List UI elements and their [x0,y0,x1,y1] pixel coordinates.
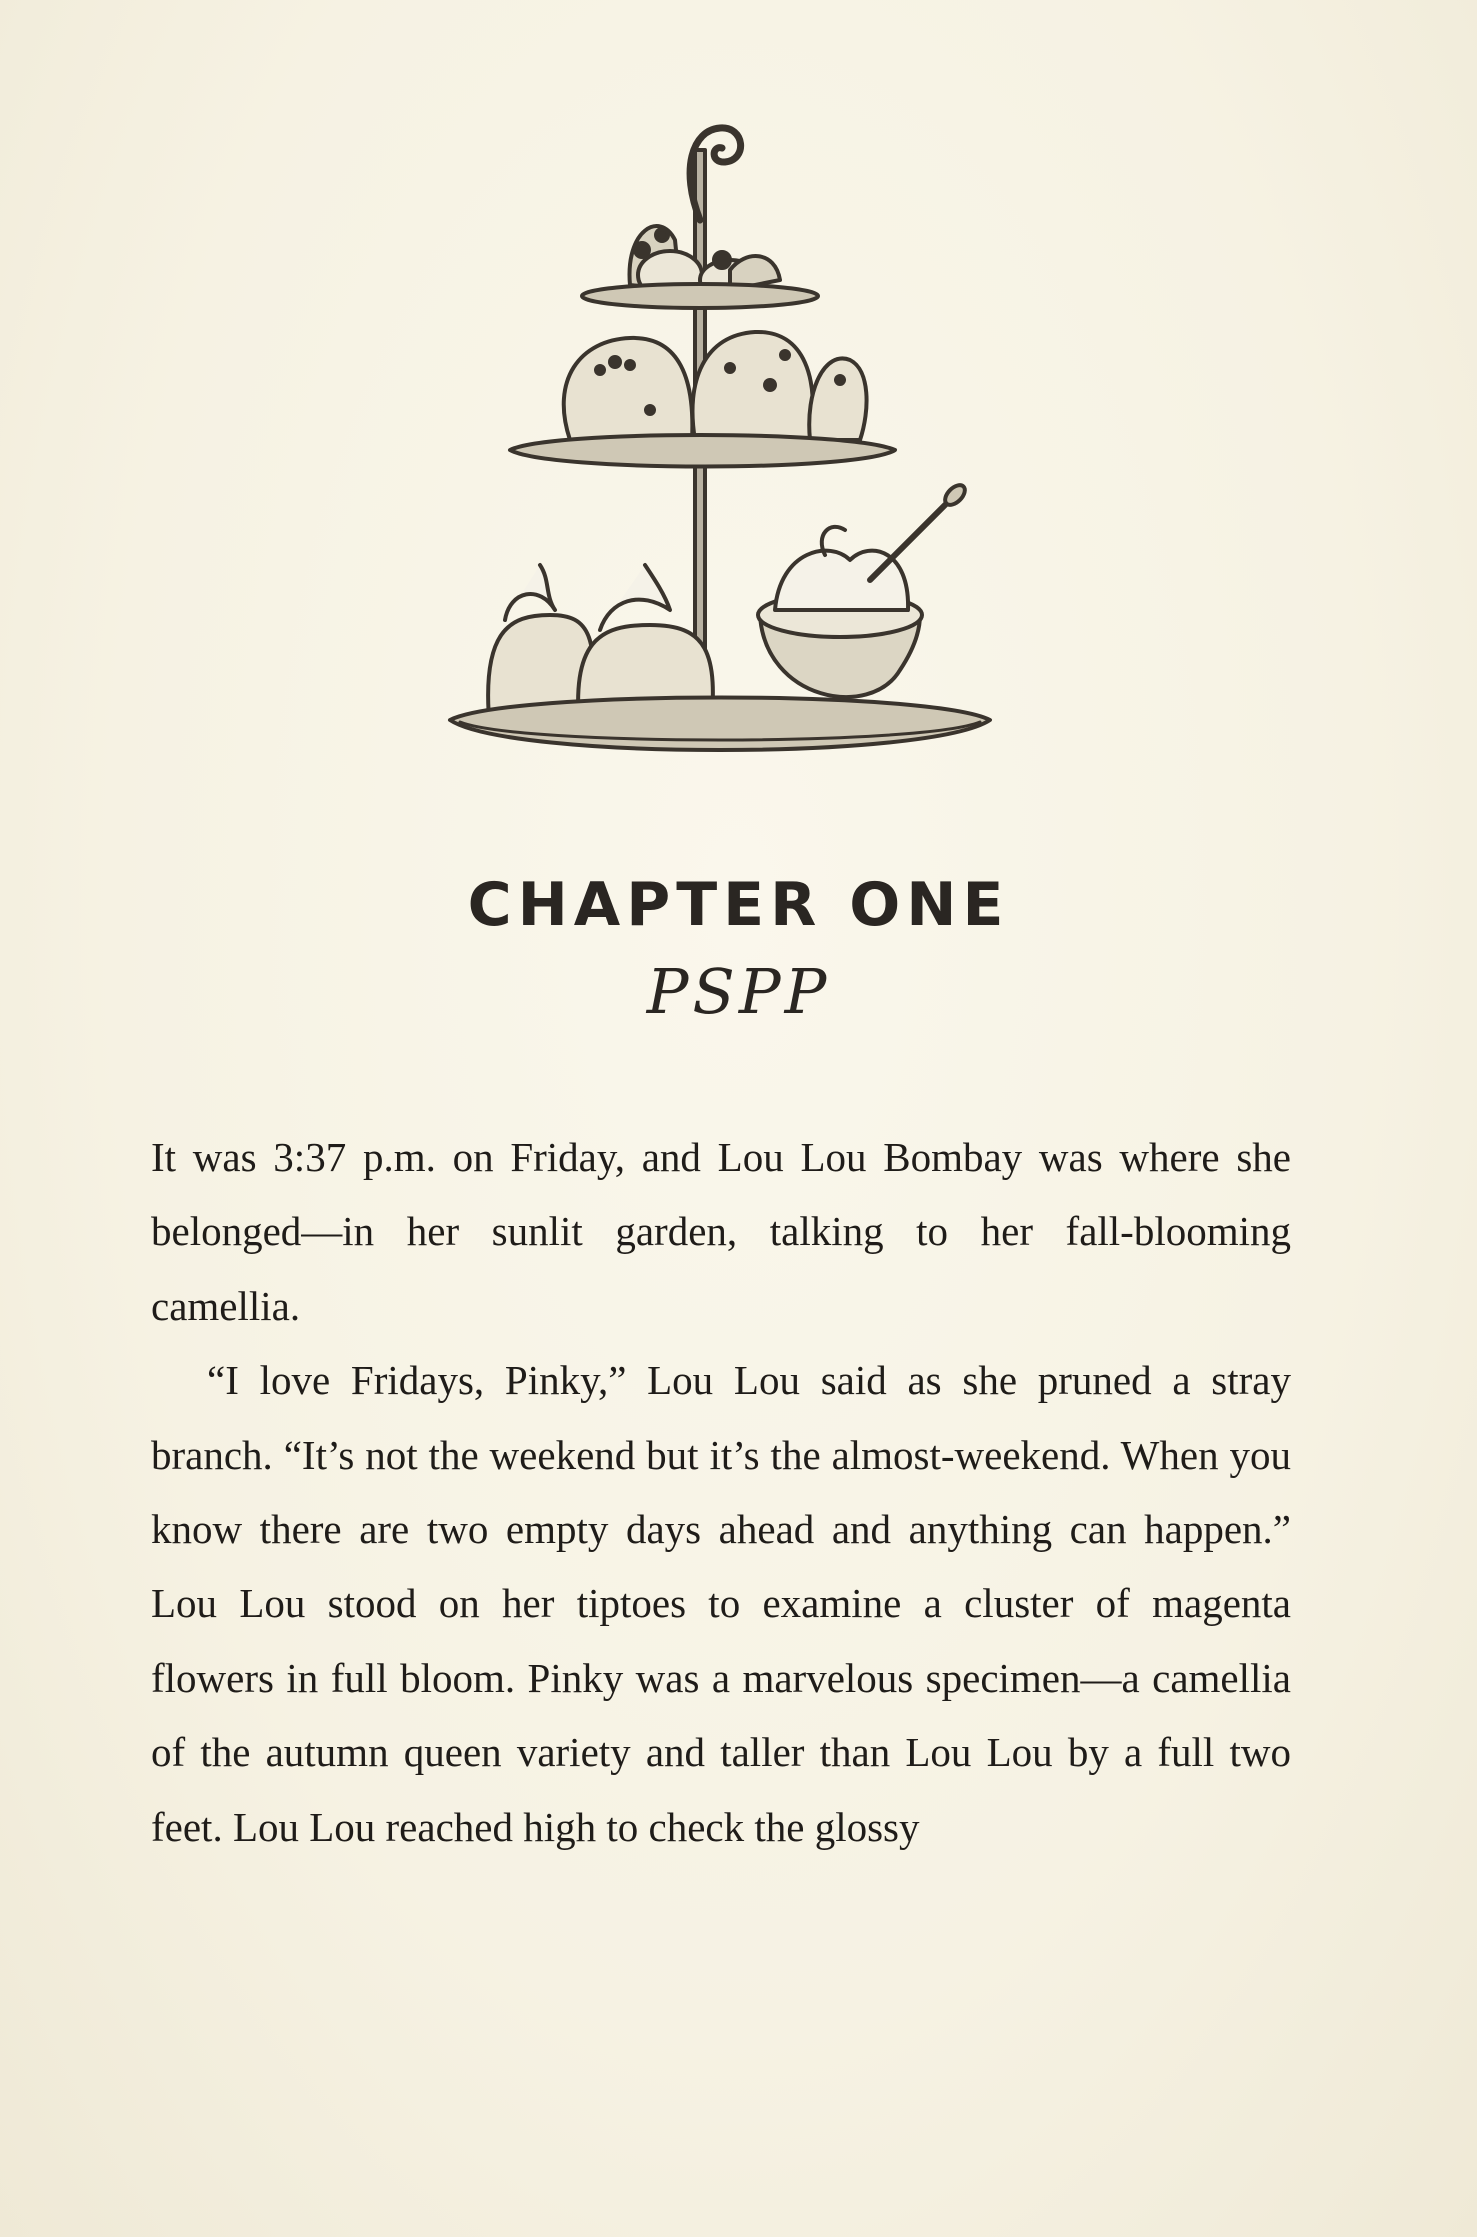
chapter-title: PSPP [646,955,831,1028]
chapter-heading: CHAPTER ONE [467,870,1010,940]
cake-stand-illustration [430,110,1030,800]
paragraph: It was 3:37 p.m. on Friday, and Lou Lou Bombay was where she belonged—in her sunlit garden, talking to her fall-blooming camellia. [151,1134,1291,1329]
paragraph: “I love Fridays, Pinky,” Lou Lou said as she pruned a stray branch. “It’s not the weekend but it’s the almost-weekend. When you know there are two empty days ahead and anything can happen.” Lou Lou stood on her tiptoes to examine a cluster of magenta flowers in full bloom. Pinky was a marvelous specimen—a camellia of the autumn queen variety and taller than Lou Lou by a full two feet. Lou Lou reached high to check the glossy [151,1357,1291,1850]
body-text [151,1120,1291,1864]
